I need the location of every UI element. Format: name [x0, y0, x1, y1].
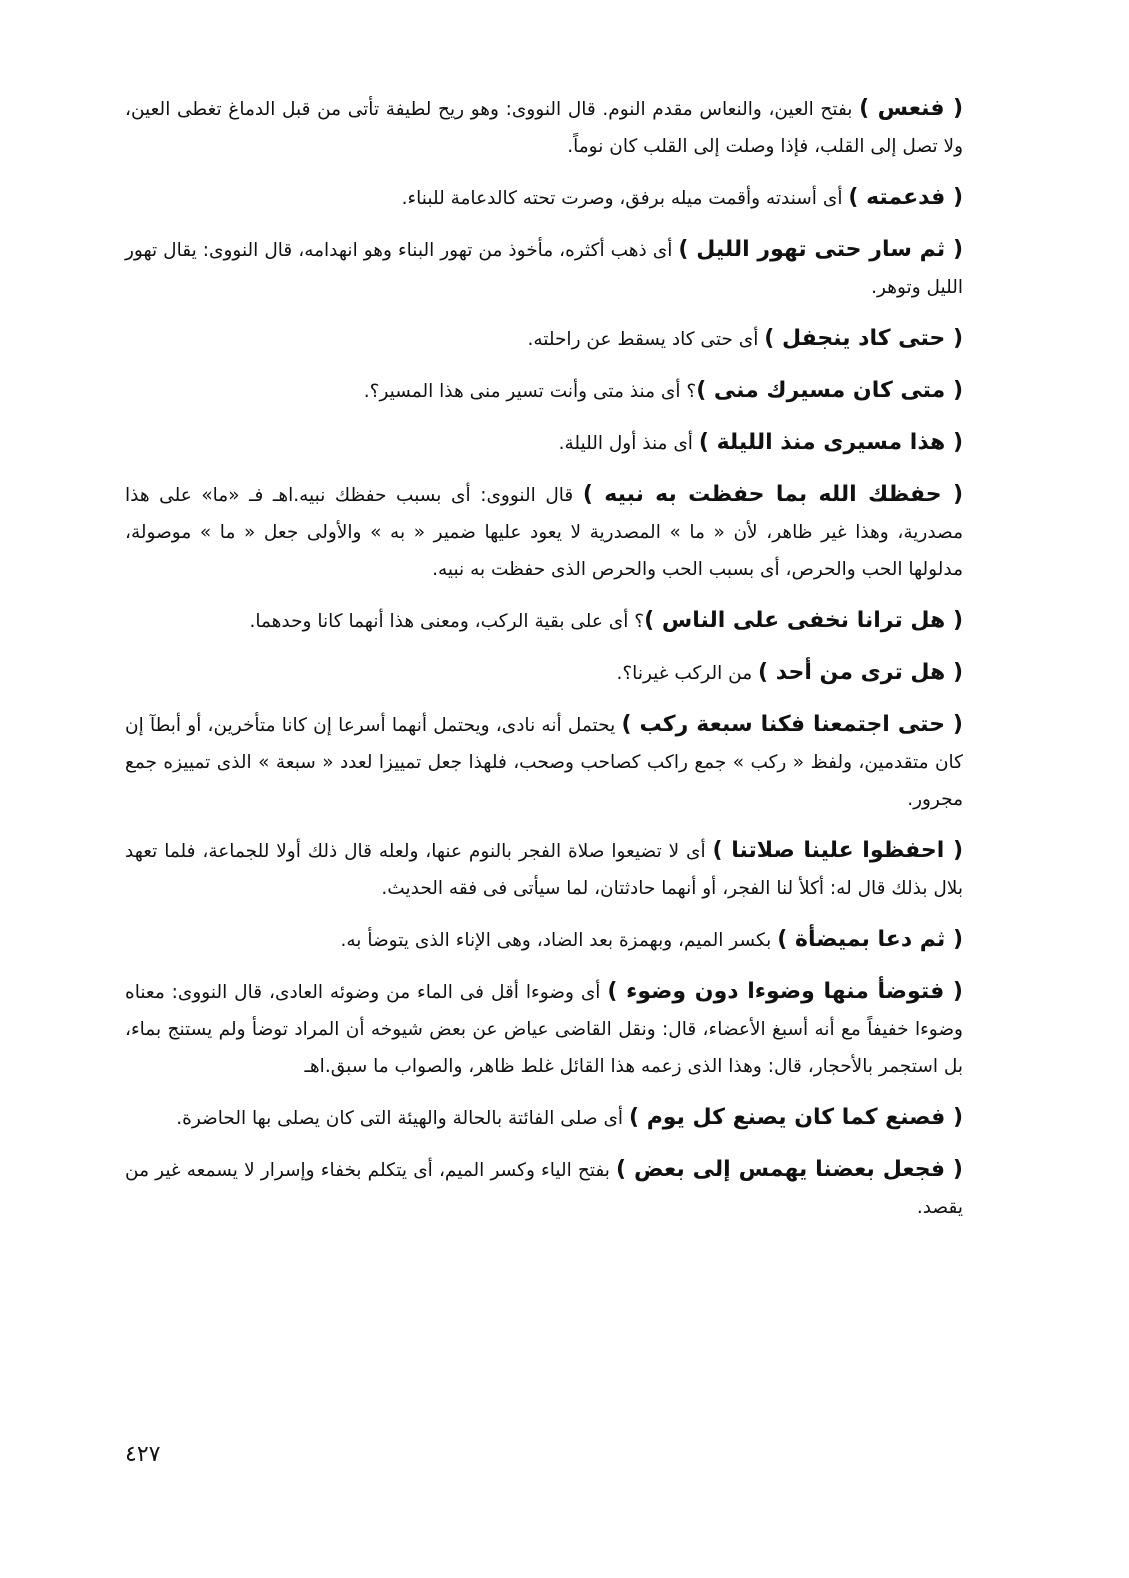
- entry-text: من الركب غيرنا؟.: [616, 663, 753, 684]
- entry-text: ؟ أى منذ متى وأنت تسير منى هذا المسير؟.: [363, 381, 697, 402]
- entry-term: فصنع كما كان يصنع كل يوم: [646, 1105, 946, 1130]
- entry-term: فتوضأ منها وضوءا دون وضوء: [626, 979, 945, 1004]
- entry: ( حتى كاد ينجفل ) أى حتى كاد يسقط عن راحلته.: [527, 326, 963, 351]
- entry-text: أى وضوءا أقل فى الماء من وضوئه العادى، قال النووى: معناه وضوءا خفيفاً مع أنه أسبغ الأعضاء، قال: ونقل القاضى عياض عن بعض شيوخه أن المراد توضأ ولم يستنج بماء، بل استجمر بالأحجار، قال: وهذا الذى زعمه هذا القائل غلط ظاهر، والصواب ما سبق.اهـ: [125, 982, 963, 1077]
- entry-text: أى حتى كاد يسقط عن راحلته.: [527, 329, 759, 350]
- entry-text: بفتح العين، والنعاس مقدم النوم. قال النووى: وهو ريح لطيفة تأتى من قبل الدماغ تغطى العين، ولا تصل إلى القلب، فإذا وصلت إلى القلب كان نوماً.: [125, 99, 963, 157]
- entry: ( فنعس ) بفتح العين، والنعاس مقدم النوم. قال النووى: وهو ريح لطيفة تأتى من قبل الدماغ تغطى العين، ولا تصل إلى القلب، فإذا وصلت إلى القلب كان نوماً.: [125, 96, 963, 157]
- entry-text: بفتح الياء وكسر الميم، أى يتكلم بخفاء وإسرار لا يسمعه غير من يقصد.: [125, 1160, 963, 1218]
- entry-text: بكسر الميم، وبهمزة بعد الضاد، وهى الإناء الذى يتوضأ به.: [340, 930, 772, 951]
- page-body: [125, 90, 1015, 1240]
- entry: ( فتوضأ منها وضوءا دون وضوء ) أى وضوءا أقل فى الماء من وضوئه العادى، قال النووى: معناه وضوءا خفيفاً مع أنه أسبغ الأعضاء، قال: ونقل القاضى عياض عن بعض شيوخه أن المراد توضأ ولم يستنج بماء، بل استجمر بالأحجار، قال: وهذا الذى زعمه هذا القائل غلط ظاهر، والصواب ما سبق.اهـ: [125, 979, 963, 1077]
- entry: ( فصنع كما كان يصنع كل يوم ) أى صلى الفائتة بالحالة والهيئة التى كان يصلى بها الحاضرة.: [176, 1105, 963, 1130]
- entry: ( حتى اجتمعنا فكنا سبعة ركب ) يحتمل أنه نادى، ويحتمل أنهما أسرعا إن كانا متأخرين، أو أبطآ إن كان متقدمين، ولفظ « ركب » جمع راكب كصاحب وصحب، فلهذا جعل تمييزا لعدد « سبعة » الذى تمييزه جمع مجرور.: [125, 712, 963, 810]
- entry-term: فنعس: [877, 96, 945, 121]
- entry-text: قال النووى: أى بسبب حفظك نبيه.اهـ فـ «ما» على هذا مصدرية، وهذا غير ظاهر، لأن « ما » المصدرية لا يعود عليها ضمير « به » والأولى جعل « ما » موصولة، مدلولها الحب والحرص، أى بسبب الحب والحرص الذى حفظت به نبيه.: [125, 485, 963, 580]
- entry: ( هل ترانا نخفى على الناس )؟ أى على بقية الركب، ومعنى هذا أنهما كانا وحدهما.: [249, 608, 963, 633]
- entry-term: حفظك الله بما حفظت به نبيه: [604, 482, 942, 507]
- page-number: ٤٢٧: [125, 1442, 161, 1467]
- entry-text: يحتمل أنه نادى، ويحتمل أنهما أسرعا إن كانا متأخرين، أو أبطآ إن كان متقدمين، ولفظ « ركب » جمع راكب كصاحب وصحب، فلهذا جعل تمييزا لعدد « سبعة » الذى تمييزه جمع مجرور.: [125, 715, 963, 810]
- entry: ( هذا مسيرى منذ الليلة ) أى منذ أول الليلة.: [558, 430, 963, 455]
- entry-term: حتى كاد ينجفل: [781, 326, 946, 351]
- entry-text: أى صلى الفائتة بالحالة والهيئة التى كان يصلى بها الحاضرة.: [176, 1108, 624, 1129]
- entry-term: متى كان مسيرك منى: [713, 378, 946, 403]
- entry-term: هل ترانا نخفى على الناس: [661, 608, 946, 633]
- entry-term: هل ترى من أحد: [775, 660, 946, 685]
- entry: ( فجعل بعضنا يهمس إلى بعض ) بفتح الياء وكسر الميم، أى يتكلم بخفاء وإسرار لا يسمعه غير من يقصد.: [125, 1157, 963, 1218]
- entry-text: أى أسندته وأقمت ميله برفق، وصرت تحته كالدعامة للبناء.: [401, 188, 843, 209]
- entry-term: فجعل بعضنا يهمس إلى بعض: [634, 1157, 946, 1182]
- entry-term: حتى اجتمعنا فكنا سبعة ركب: [639, 712, 945, 737]
- entry: ( احفظوا علينا صلاتنا ) أى لا تضيعوا صلاة الفجر بالنوم عنها، ولعله قال ذلك أولا للجماعة، فلما تعهد بلال بذلك قال له: أكلأ لنا الفجر، أو أنهما حادثتان، لما سيأتى فى فقه الحديث.: [125, 838, 963, 899]
- entry-text: أى ذهب أكثره، مأخوذ من تهور البناء وهو انهدامه، قال النووى: يقال تهور الليل وتوهر.: [125, 240, 963, 298]
- entry: ( متى كان مسيرك منى )؟ أى منذ متى وأنت تسير منى هذا المسير؟.: [363, 378, 963, 403]
- entry: ( فدعمته ) أى أسندته وأقمت ميله برفق، وصرت تحته كالدعامة للبناء.: [401, 185, 963, 210]
- entry-term: ثم دعا بميضأة: [794, 927, 946, 952]
- entry-text: أى منذ أول الليلة.: [558, 433, 693, 454]
- entry: ( ثم سار حتى تهور الليل ) أى ذهب أكثره، مأخوذ من تهور البناء وهو انهدامه، قال النووى: يقال تهور الليل وتوهر.: [125, 237, 964, 298]
- entry-text: ؟ أى على بقية الركب، ومعنى هذا أنهما كانا وحدهما.: [249, 611, 645, 632]
- entry-term: احفظوا علينا صلاتنا: [731, 838, 945, 863]
- entry: ( هل ترى من أحد ) من الركب غيرنا؟.: [616, 660, 963, 685]
- entry-text: أى لا تضيعوا صلاة الفجر بالنوم عنها، ولعله قال ذلك أولا للجماعة، فلما تعهد بلال بذلك قال له: أكلأ لنا الفجر، أو أنهما حادثتان، لما سيأتى فى فقه الحديث.: [125, 841, 963, 899]
- entry-term: ثم سار حتى تهور الليل: [696, 237, 946, 262]
- entry: ( ثم دعا بميضأة ) بكسر الميم، وبهمزة بعد الضاد، وهى الإناء الذى يتوضأ به.: [340, 927, 963, 952]
- entry-term: هذا مسيرى منذ الليلة: [716, 430, 946, 455]
- entry-term: فدعمته: [866, 185, 946, 210]
- entry: ( حفظك الله بما حفظت به نبيه ) قال النووى: أى بسبب حفظك نبيه.اهـ فـ «ما» على هذا مصدرية، وهذا غير ظاهر، لأن « ما » المصدرية لا يعود عليها ضمير « به » والأولى جعل « ما » موصولة، مدلولها الحب والحرص، أى بسبب الحب والحرص الذى حفظت به نبيه.: [125, 482, 963, 580]
